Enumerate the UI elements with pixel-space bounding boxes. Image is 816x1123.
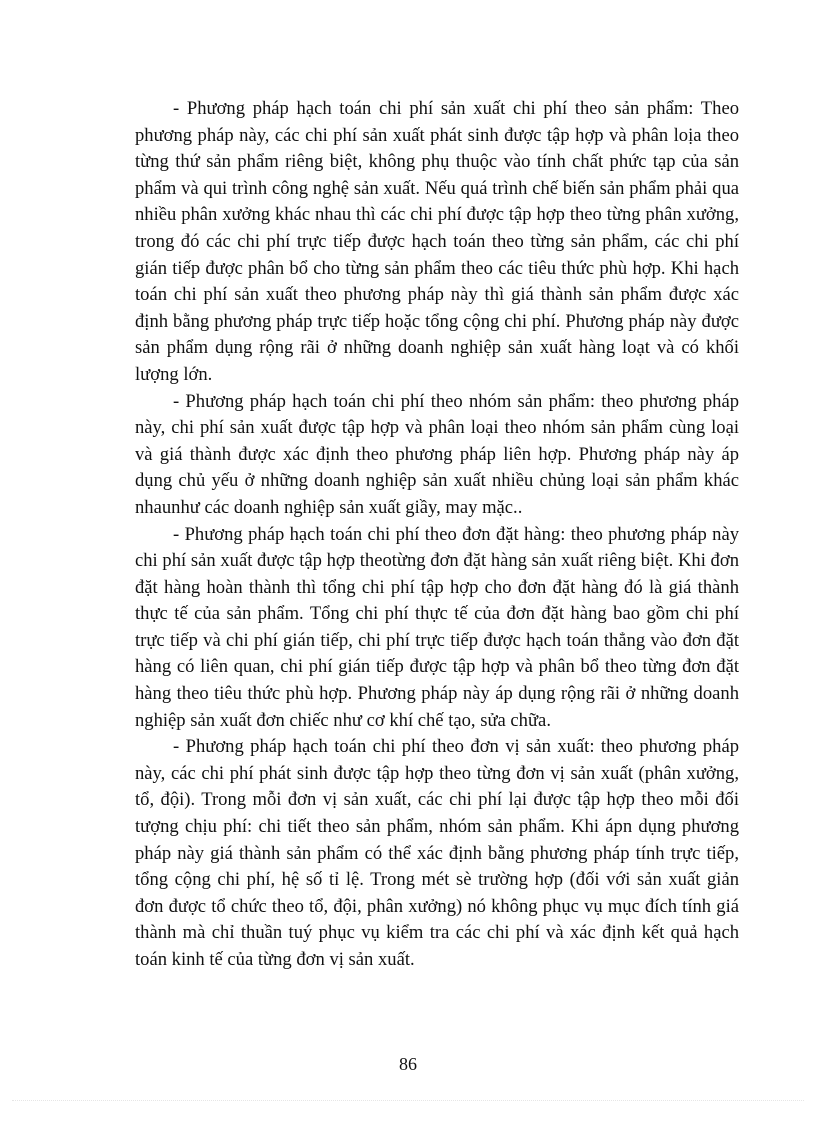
paragraph-production-unit-method: - Phương pháp hạch toán chi phí theo đơn vị sản xuất: theo phương pháp này, các chi phí phát sinh được tập hợp theo từng đơn vị sản xuất (phân xưởng, tổ, đội). Trong mỗi đơn vị sản xuất, các chi phí lại được tập hợp theo mỗi đối tượng chịu phí: chi tiết theo sản phẩm, nhóm sản phẩm. Khi ápn dụng phương pháp này giá thành sản phẩm có thể xác định bằng phương pháp tính trực tiếp, tổng cộng chi phí, hệ số tỉ lệ. Trong mét sè trường hợp (đối với sản xuất giản đơn được tổ chức theo tổ, đội, phân xưởng) nó không phục vụ mục đích tính giá thành mà chỉ thuần tuý phục vụ kiểm tra các chi phí và xác định kết quả hạch toán kinh tế của từng đơn vị sản xuất. [135, 736, 739, 970]
page-bottom-divider [12, 1100, 804, 1101]
paragraph-order-method: - Phương pháp hạch toán chi phí theo đơn đặt hàng: theo phương pháp này chi phí sản xuất được tập hợp theotừng đơn đặt hàng sản xuất riêng biệt. Khi đơn đặt hàng hoàn thành thì tổng chi phí tập hợp cho đơn đặt hàng đó là giá thành thực tế của sản phẩm. Tổng chi phí thực tế của đơn đặt hàng bao gồm chi phí trực tiếp và chi phí gián tiếp, chi phí trực tiếp được hạch toán thẳng vào đơn đặt hàng có liên quan, chi phí gián tiếp được tập hợp và phân bổ theo từng đơn đặt hàng theo tiêu thức phù hợp. Phương pháp này áp dụng rộng rãi ở những doanh nghiệp sản xuất đơn chiếc như cơ khí chế tạo, sửa chữa. [135, 523, 739, 731]
paragraph-product-method: - Phương pháp hạch toán chi phí sản xuất chi phí theo sản phẩm: Theo phương pháp này, các chi phí sản xuất phát sinh được tập hợp và phân loịa theo từng thứ sản phẩm riêng biệt, không phụ thuộc vào tính chất phức tạp của sản phẩm và qui trình công nghệ sản xuất. Nếu quá trình chế biến sản phẩm phải qua nhiều phân xưởng khác nhau thì các chi phí được tập hợp theo từng phân xưởng, trong đó các chi phí trực tiếp được hạch toán theo từng sản phẩm, các chi phí gián tiếp được phân bổ cho từng sản phẩm theo các tiêu thức phù hợp. Khi hạch toán chi phí sản xuất theo phương pháp này thì giá thành sản phẩm được xác định bằng phương pháp trực tiếp hoặc tổng cộng chi phí. Phương pháp này được sản phẩm dụng rộng rãi ở những doanh nghiệp sản xuất hàng loạt và có khối lượng lớn. [135, 98, 739, 385]
body-text [135, 96, 739, 974]
paragraph-product-group-method: - Phương pháp hạch toán chi phí theo nhóm sản phẩm: theo phương pháp này, chi phí sản xuất được tập hợp và phân loại theo nhóm sản phẩm cùng loại và giá thành được xác định theo phương pháp liên hợp. Phương pháp này áp dụng chủ yếu ở những doanh nghiệp sản xuất nhiều chủng loại sản phẩm khác nhaunhư các doanh nghiệp sản xuất giầy, may mặc.. [135, 390, 739, 518]
page-number: 86 [399, 1054, 417, 1074]
